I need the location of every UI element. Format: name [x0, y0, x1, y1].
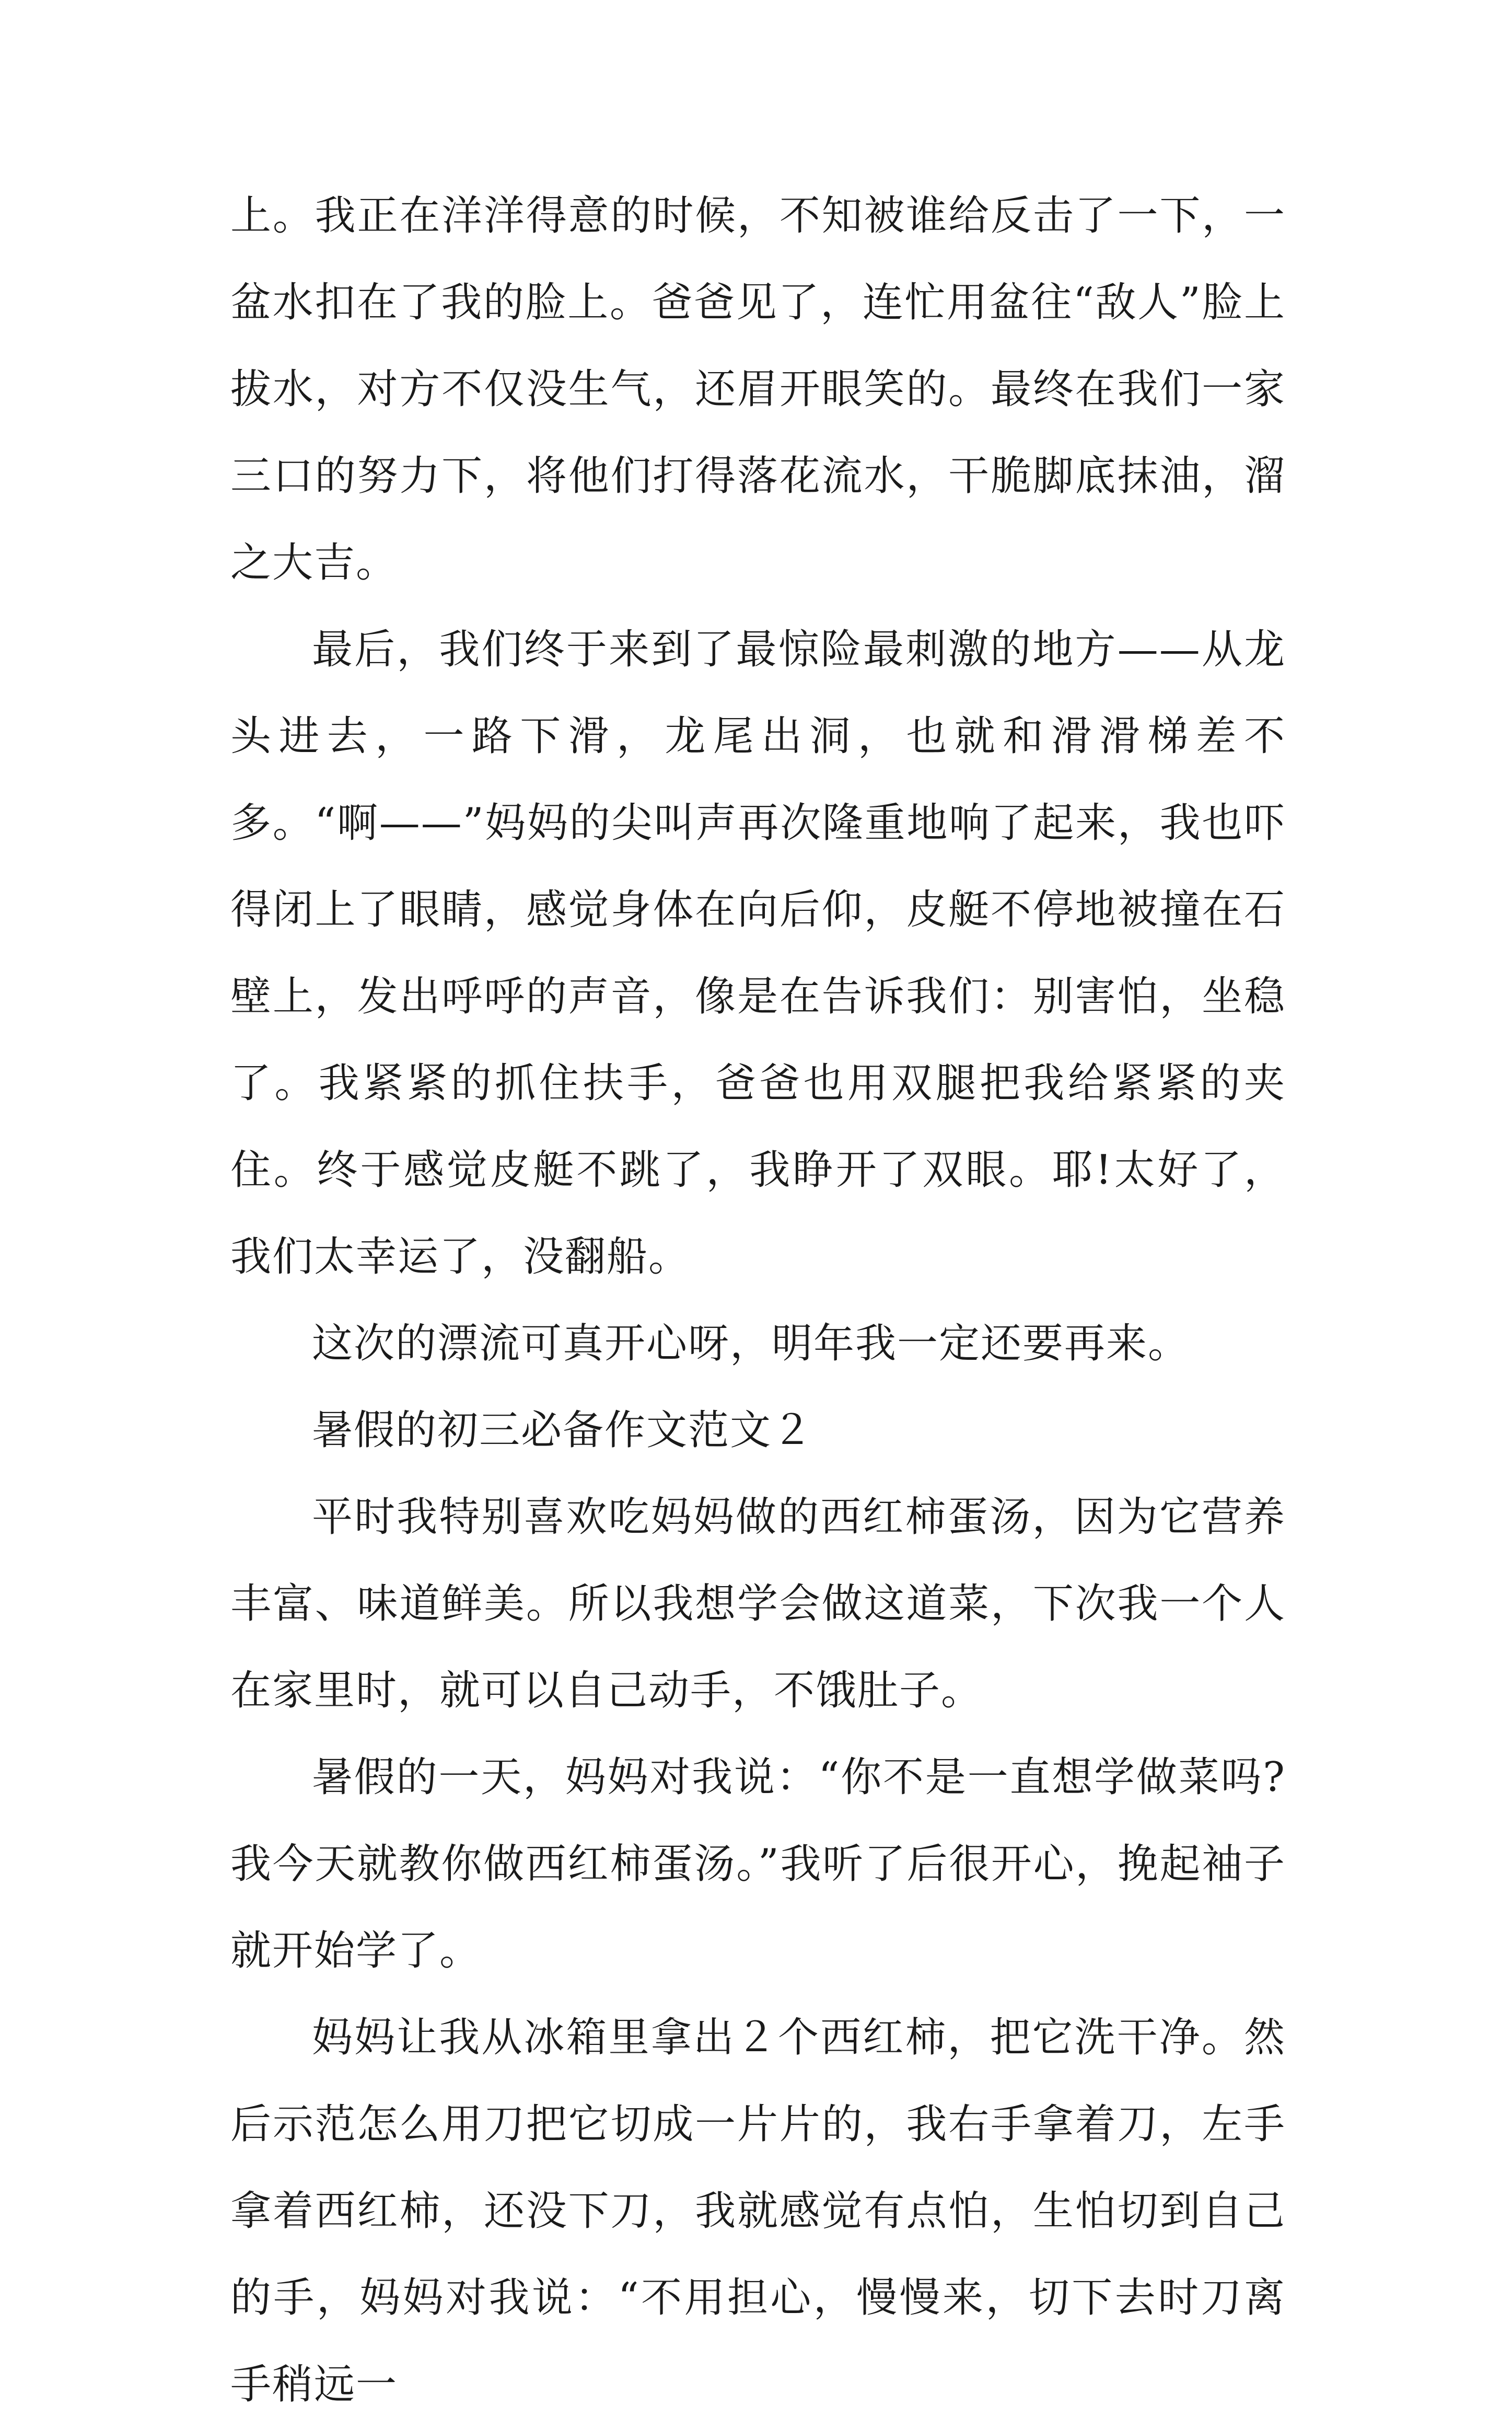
- paragraph-soup-intro: 平时我特别喜欢吃妈妈做的西红柿蛋汤，因为它营养丰富、味道鲜美。所以我想学会做这道菜，下次我一个人在家里时，就可以自己动手，不饿肚子。: [230, 1494, 1286, 1714]
- paragraph-continuation: 上。我正在洋洋得意的时候，不知被谁给反击了一下，一盆水扣在了我的脸上。爸爸见了，连忙用盆往“敌人”脸上拔水，对方不仅没生气，还眉开眼笑的。最终在我们一家三口的努力下，将他们打得落花流水，干脆脚底抹油，溜之大吉。: [230, 192, 1286, 586]
- paragraph-ending: 这次的漂流可真开心呀，明年我一定还要再来。: [312, 1320, 1190, 1367]
- essay-heading: 暑假的初三必备作文范文２: [312, 1407, 814, 1454]
- paragraph-summer-day: 暑假的一天，妈妈对我说：“你不是一直想学做菜吗?我今天就教你做西红柿蛋汤。”我听了后很开心，挽起袖子就开始学了。: [230, 1754, 1286, 1974]
- paragraph-thrill: 最后，我们终于来到了最惊险最刺激的地方——从龙头进去，一路下滑，龙尾出洞，也就和滑滑梯差不多。“啊——”妈妈的尖叫声再次隆重地响了起来，我也吓得闭上了眼睛，感觉身体在向后仰，皮艇不停地被撞在石壁上，发出呼呼的声音，像是在告诉我们：别害怕，坐稳了。我紧紧的抓住扶手，爸爸也用双腿把我给紧紧的夹住。终于感觉皮艇不跳了，我睁开了双眼。耶!太好了，我们太幸运了，没翻船。: [230, 626, 1286, 1280]
- essay-body: [230, 172, 1286, 2428]
- paragraph-tomato: 妈妈让我从冰箱里拿出２个西红柿，把它洗干净。然后示范怎么用刀把它切成一片片的，我右手拿着刀，左手拿着西红柿，还没下刀，我就感觉有点怕，生怕切到自己的手，妈妈对我说：“不用担心，慢慢来，切下去时刀离手稍远一: [230, 2014, 1286, 2408]
